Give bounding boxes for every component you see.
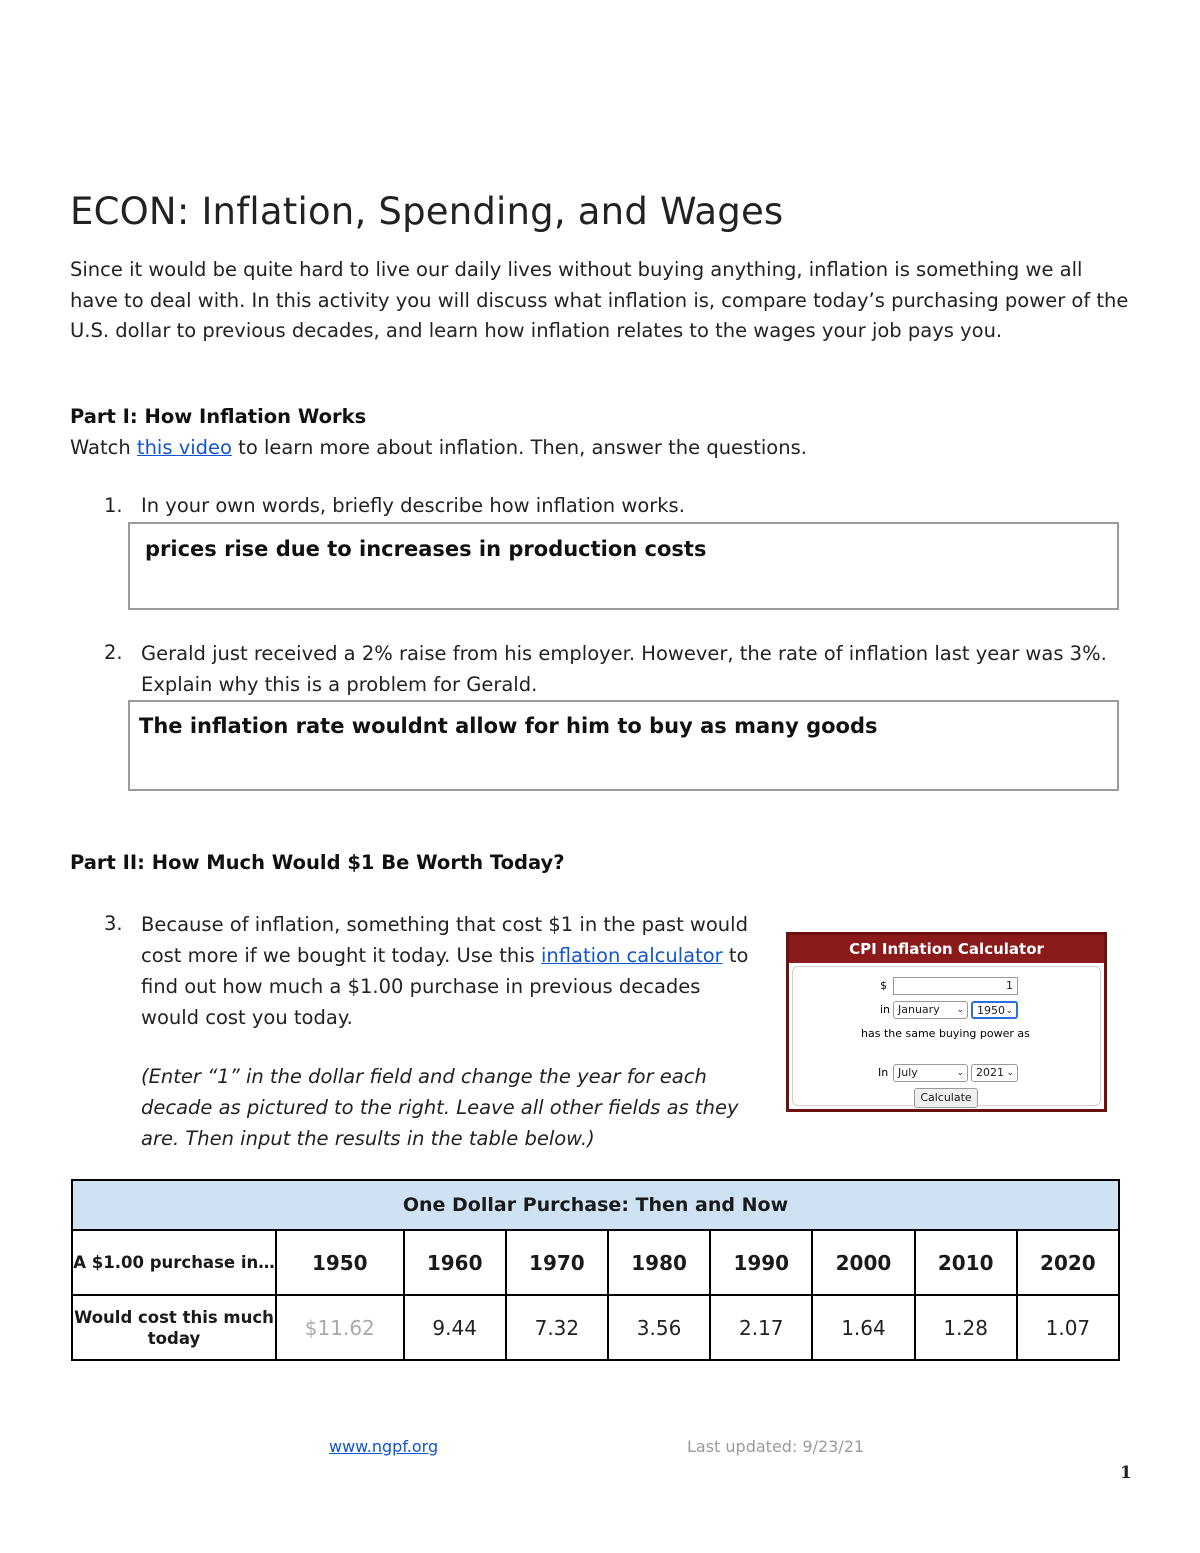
page-title: ECON: Inflation, Spending, and Wages [70,190,784,233]
answer-1-text: prices rise due to increases in production costs [145,537,707,561]
page-number: 1 [1120,1463,1132,1483]
question-1-number: 1. [104,494,123,517]
watch-instructions [70,436,807,459]
question-2-text: Gerald just received a 2% raise from his employer. However, the rate of inflation last year was 3%. Explain why this is a problem for Gerald. [141,642,1107,696]
row-label-years: A $1.00 purchase in… [72,1230,276,1295]
in-label-2: In [878,1066,889,1079]
year-cell: 2010 [915,1230,1017,1295]
question-1-text: In your own words, briefly describe how inflation works. [141,494,685,517]
to-month-select [893,1064,968,1082]
value-cell[interactable]: 1.07 [1017,1295,1119,1360]
table-row [72,1230,1119,1295]
dollar-symbol: $ [880,979,887,992]
question-3-number: 3. [104,912,123,935]
to-year-select [971,1064,1018,1082]
question-2-number: 2. [104,641,123,664]
question-3-note: (Enter “1” in the dollar field and change the year for each decade as pictured to the right. Leave all other fields as they are. Then input the results in the table below.) [141,1065,739,1150]
value-cell[interactable]: 7.32 [506,1295,608,1360]
inflation-calculator-link[interactable]: inflation calculator [540,944,723,967]
question-3-text [141,909,761,1033]
question-3-suffix: to find out how much a $1.00 purchase in previous decades would cost you today. [141,944,749,1029]
video-link[interactable]: this video [136,436,232,459]
same-power-label: has the same buying power as [861,1027,1030,1040]
value-cell[interactable]: 1.28 [915,1295,1017,1360]
answer-2-box[interactable] [128,700,1119,791]
year-cell: 2000 [812,1230,914,1295]
chevron-down-icon: ⌄ [1005,1006,1013,1016]
value-cell[interactable]: $11.62 [276,1295,404,1360]
results-table [71,1179,1120,1361]
calculate-button: Calculate [914,1088,978,1108]
calculator-body [792,966,1101,1106]
from-month-value: January [898,1003,940,1016]
value-cell[interactable]: 1.64 [812,1295,914,1360]
year-cell: 2020 [1017,1230,1119,1295]
table-row [72,1295,1119,1360]
question-3-prefix: Because of inflation, something that cost $1 in the past would cost more if we bought it today. Use this [141,913,748,967]
chevron-down-icon: ⌄ [1006,1068,1014,1078]
value-cell[interactable]: 3.56 [608,1295,710,1360]
part-1-heading: Part I: How Inflation Works [70,405,367,428]
watch-prefix: Watch [70,436,137,459]
year-cell: 1990 [710,1230,812,1295]
answer-2-text: The inflation rate wouldnt allow for him to buy as many goods [139,714,878,738]
value-cell[interactable]: 2.17 [710,1295,812,1360]
intro-paragraph: Since it would be quite hard to live our daily lives without buying anything, inflation is something we all have to deal with. In this activity you will discuss what inflation is, compare today’s purchasing power of the U.S. dollar to previous decades, and learn how inflation relates to the wages your job pays you. [70,258,1129,342]
calculator-title: CPI Inflation Calculator [789,935,1104,963]
from-year-value: 1950 [977,1004,1005,1017]
to-month-value: July [898,1066,918,1079]
in-label: in [880,1003,891,1016]
part-2-heading: Part II: How Much Would $1 Be Worth Today? [70,851,565,874]
amount-field: 1 [893,977,1018,995]
from-month-select [893,1001,968,1019]
value-cell[interactable]: 9.44 [404,1295,506,1360]
footer-last-updated: Last updated: 9/23/21 [687,1437,865,1456]
table-title: One Dollar Purchase: Then and Now [72,1180,1119,1230]
chevron-down-icon: ⌄ [956,1068,964,1078]
year-cell: 1970 [506,1230,608,1295]
year-cell: 1950 [276,1230,404,1295]
year-cell: 1960 [404,1230,506,1295]
year-cell: 1980 [608,1230,710,1295]
from-year-select [971,1001,1018,1019]
watch-suffix: to learn more about inflation. Then, answer the questions. [231,436,807,459]
cpi-calculator-image [786,932,1107,1112]
footer-url-link[interactable]: www.ngpf.org [329,1437,439,1456]
answer-1-box[interactable] [128,522,1119,610]
chevron-down-icon: ⌄ [956,1005,964,1015]
to-year-value: 2021 [976,1066,1004,1079]
row-label-costs: Would cost this much today [72,1295,276,1360]
